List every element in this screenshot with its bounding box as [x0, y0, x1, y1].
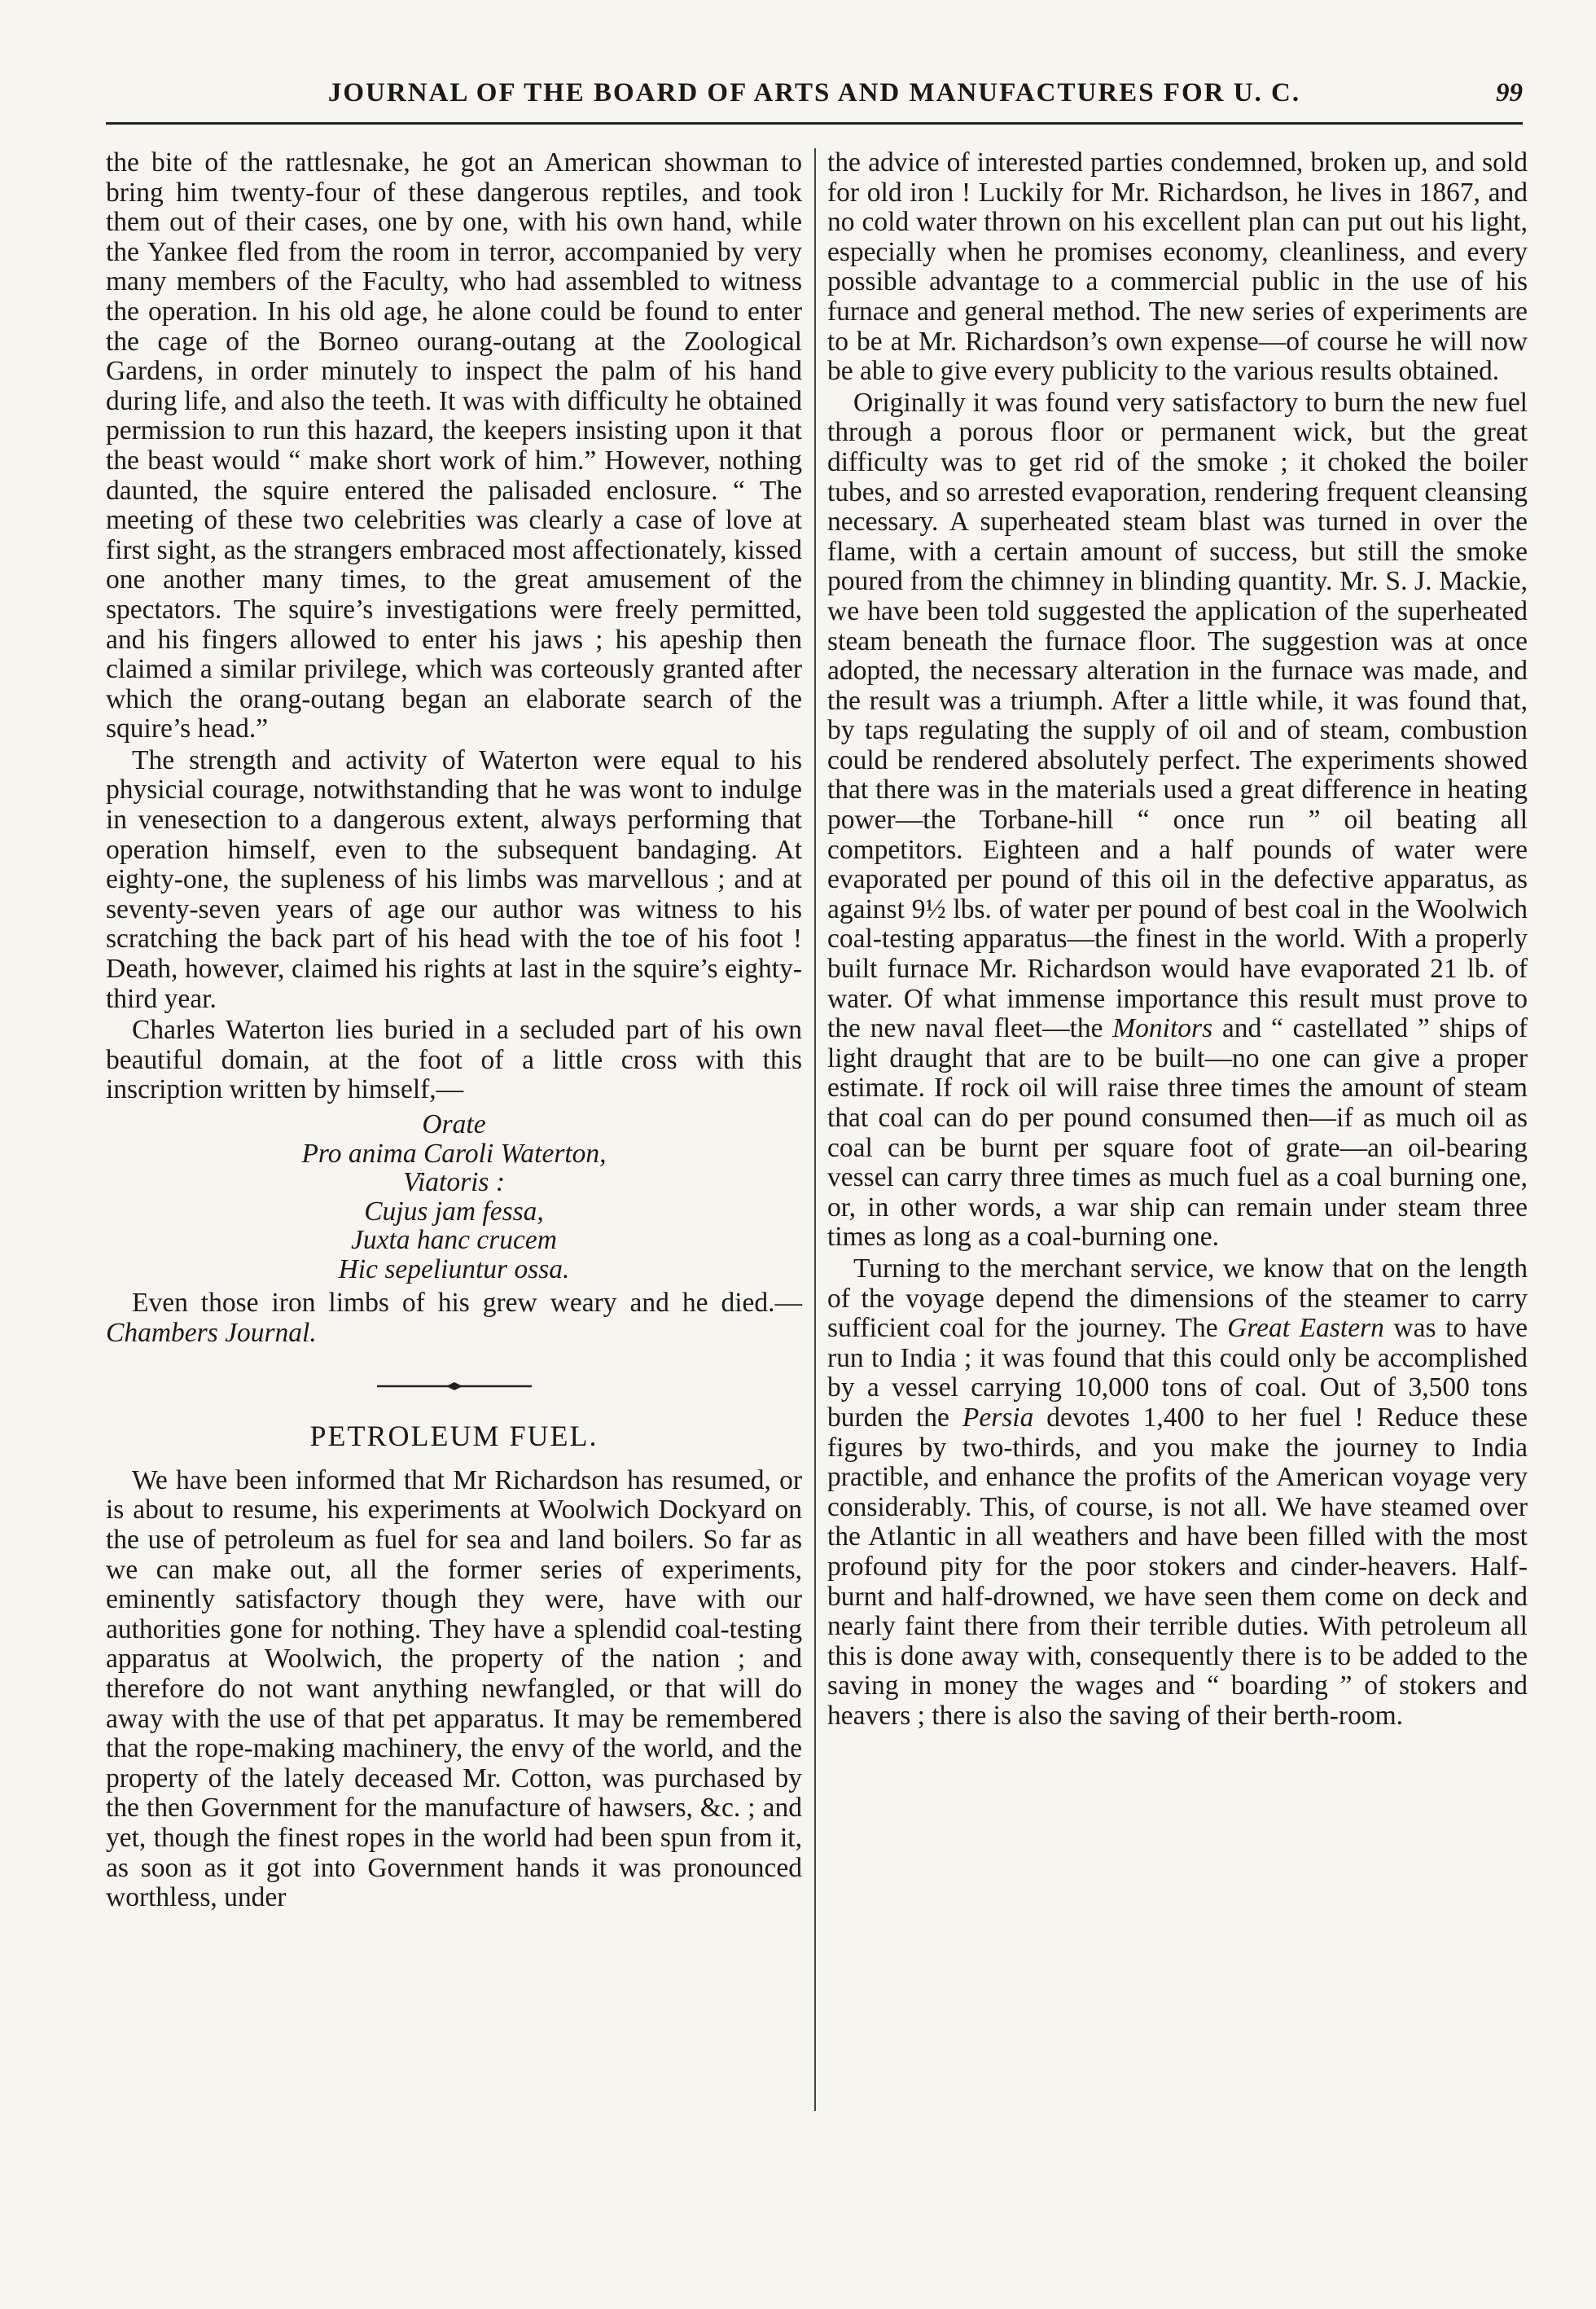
- latin-inscription: [106, 1110, 802, 1284]
- paragraph: [827, 1254, 1528, 1732]
- column-divider: [814, 148, 816, 2111]
- inscription-line: Orate: [422, 1109, 486, 1139]
- paragraph: the advice of interested parties condemned, broken up, and sold for old iron ! Luckily for Mr. Richardson, he lives in 1867, and no cold water thrown on his excellent plan can put out his light, especially when he promises economy, cleanliness, and every possible advantage to a commercial public in the use of his furnace and general method. The new series of experiments are to be at Mr. Richardson’s own expense—of course he will now be able to give every publicity to the various results obtained.: [827, 147, 1528, 387]
- right-column: [827, 148, 1528, 1731]
- paragraph-text: Turning to the merchant service, we know that on the length of the voyage depend the dimensions of the steamer to carry sufficient coal for the journey. The: [827, 1253, 1528, 1344]
- paragraph-text: Originally it was found very satisfactory to burn the new fuel through a porous floor or permanent wick, but the great difficulty was to get rid of the smoke ; it choked the boiler tubes, and so arrested evaporation, rendering frequent cleansing necessary. A superheated steam blast was turned in over the flame, with a certain amount of success, but still the smoke poured from the chimney in blinding quantity. Mr. S. J. Mackie, we have been told suggested the application of the superheated steam beneath the furnace floor. The suggestion was at once adopted, the necessary alteration in the furnace was made, and the result was a triumph. After a little while, it was found that, by taps regulating the supply of oil and of steam, combustion could be rendered absolutely perfect. The experiments showed that there was in the materials used a great difference in heating power—the Torbane-hill “ once run ” oil beating all competitors. Eighteen and a half pounds of water were evaporated per pound of this oil in the defective apparatus, as against 9½ lbs. of water per pound of best coal in the Woolwich coal-testing apparatus—the finest in the world. With a properly built furnace Mr. Richardson would have evaporated 21 lb. of water. Of what immense importance this result must prove to the new naval fleet—the: [827, 387, 1528, 1044]
- ornamental-rule: [377, 1381, 532, 1392]
- section-heading: PETROLEUM FUEL.: [309, 1420, 598, 1453]
- left-column: [106, 148, 802, 1913]
- inscription-line: Pro anima Caroli Waterton,: [301, 1138, 607, 1169]
- paragraph: the bite of the rattlesnake, he got an American showman to bring him twenty-four of these dangerous reptiles, and took them out of their cases, one by one, with his own hand, while the Yankee fled from the room in terror, accompanied by very many members of the Faculty, who had assembled to witness the operation. In his old age, he alone could be found to enter the cage of the Borneo ourang-outang at the Zoological Gardens, in order minutely to inspect the palm of his hand during life, and also the teeth. It was with difficulty he obtained permission to run this hazard, the keepers insisting upon it that the beast would “ make short work of him.” However, nothing daunted, the squire entered the palisaded enclosure. “ The meeting of these two celebrities was clearly a case of love at first sight, as the strangers embraced most affectionately, kissed one another many times, to the great amusement of the spectators. The squire’s investigations were freely permitted, and his fingers allowed to enter his jaws ; his apeship then claimed a similar privilege, which was corteously granted after which the orang-outang began an elaborate search of the squire’s head.”: [106, 147, 802, 744]
- page-number: 99: [1496, 78, 1523, 108]
- inscription-line: Hic sepeliuntur ossa.: [338, 1253, 570, 1284]
- paragraph: [827, 388, 1528, 1253]
- paragraph-text: and “ castellated ” ships of light draught that are to be built—no one can give a proper estimate. If rock oil will raise three times the amount of steam that coal can do per pound consumed then—if as much oil as coal can be burnt per square foot of grate—an oil-bearing vessel can carry three times as much fuel as a coal burning one, or, in other words, a war ship can remain under steam three times as long as a coal-burning one.: [827, 1013, 1528, 1253]
- paragraph-text: Even those iron limbs of his grew weary and he died.—: [132, 1288, 802, 1318]
- paragraph: The strength and activity of Waterton were equal to his physicial courage, notwithstanding that he was wont to indulge in venesection to a dangerous extent, always performing that operation himself, even to the subsequent bandaging. At eighty-one, the supleness of his limbs was marvellous ; and at seventy-seven years of age our author was witness to his scratching the back part of his head with the toe of his foot ! Death, however, claimed his rights at last in the squire’s eighty-third year.: [106, 744, 802, 1014]
- inscription-line: Cujus jam fessa,: [364, 1196, 544, 1227]
- ship-name: Great Eastern: [1227, 1313, 1384, 1344]
- paragraph-text: was to have run to India ; it was found that this could only be accomplished by a vessel carrying 10,000 tons of coal. Out of 3,500 tons burden the: [827, 1313, 1528, 1433]
- paragraph: [106, 1288, 802, 1348]
- inscription-line: Juxta hanc crucem: [350, 1225, 557, 1255]
- page-header: [106, 73, 1523, 125]
- inscription-line: Viatoris :: [402, 1167, 505, 1197]
- italic-text: Monitors: [1112, 1013, 1213, 1044]
- paragraph: We have been informed that Mr Richardson has resumed, or is about to resume, his experiments at Woolwich Dockyard on the use of petroleum as fuel for sea and land boilers. So far as we can make out, all the former series of experiments, eminently satisfactory though they were, have with our authorities gone for nothing. They have a splendid coal-testing apparatus at Woolwich, the property of the nation ; and therefore do not want anything newfangled, or that will do away with the use of that pet apparatus. It may be remembered that the rope-making machinery, the envy of the world, and the property of the lately deceased Mr. Cotton, was purchased by the then Government for the manufacture of hawsers, &c. ; and yet, though the finest ropes in the world had been spun from it, as soon as it got into Government hands it was pronounced worthless, under: [106, 1464, 802, 1913]
- source-citation: Chambers Journal.: [106, 1317, 317, 1348]
- ship-name: Persia: [962, 1402, 1034, 1433]
- running-title: JOURNAL OF THE BOARD OF ARTS AND MANUFACTURES FOR U. C.: [327, 78, 1301, 108]
- paragraph: Charles Waterton lies buried in a secluded part of his own beautiful domain, at the foot of a little cross with this inscription written by himself,—: [106, 1015, 802, 1105]
- paragraph-text: devotes 1,400 to her fuel ! Reduce these figures by two-thirds, and you make the journey to India practible, and enhance the profits of the American voyage very considerably. This, of course, is not all. We have steamed over the Atlantic in all weathers and have been filled with the most profound pity for the poor stokers and cinder-heavers. Half-burnt and half-drowned, we have seen them come on deck and nearly faint there from their terrible duties. With petroleum all this is done away with, consequently there is to be added to the saving in money the wages and “ boarding ” of stokers and heavers ; there is also the saving of their berth-room.: [827, 1402, 1528, 1731]
